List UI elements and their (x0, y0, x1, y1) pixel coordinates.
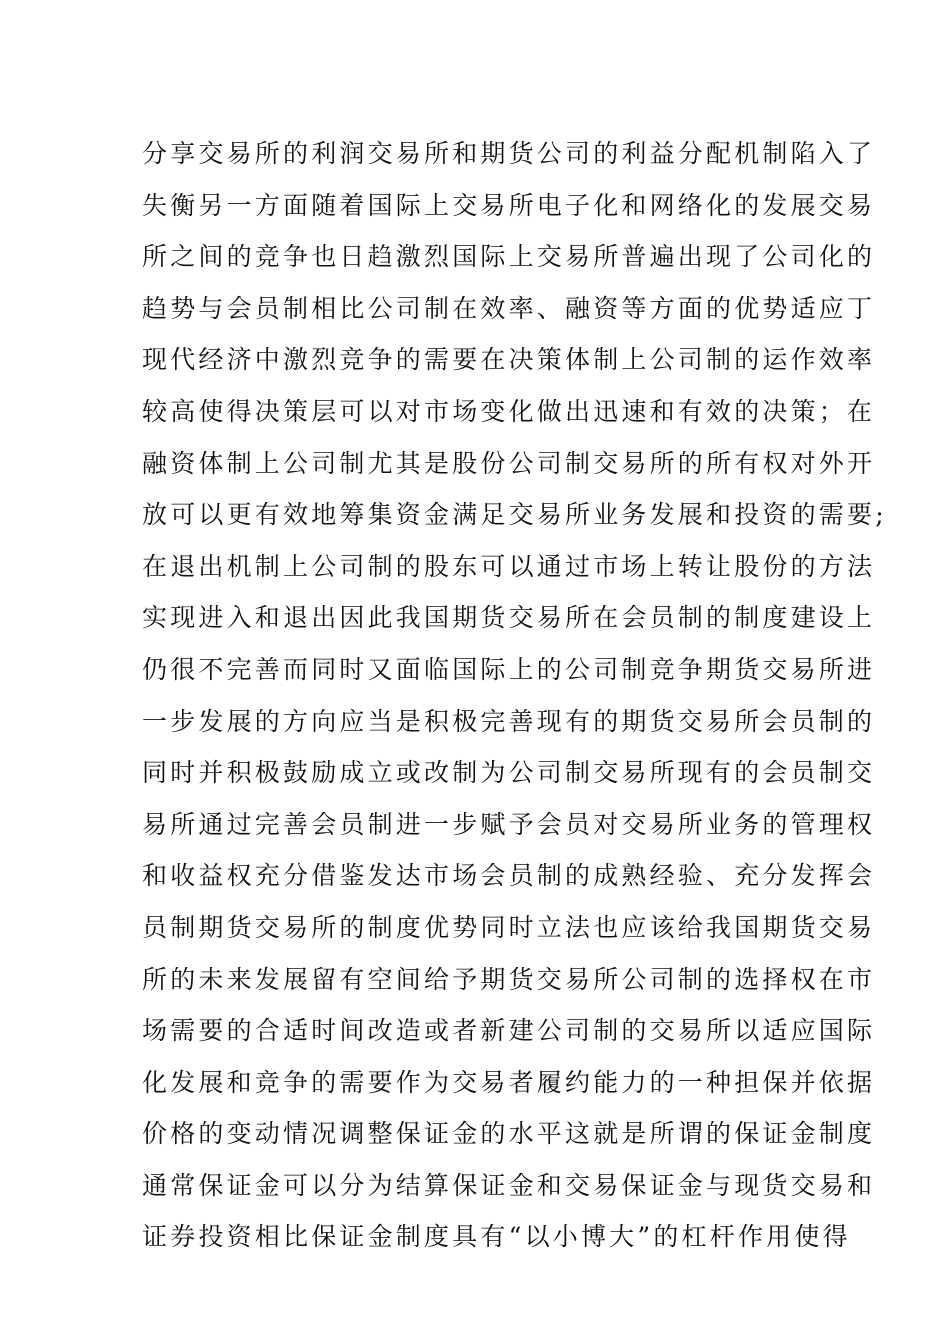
text-line: 趋势与会员制相比公司制在效率、融资等方面的优势适应丁 (142, 293, 876, 323)
text-line: 场需要的合适时间改造或者新建公司制的交易所以适应国际 (142, 1016, 876, 1046)
text-line: 融资体制上公司制尤其是股份公司制交易所的所有权对外开 (142, 448, 876, 478)
text-line: 分享交易所的利润交易所和期货公司的利益分配机制陷入了 (142, 139, 876, 168)
text-line: 易所通过完善会员制进一步赋予会员对交易所业务的管理权 (142, 809, 876, 839)
text-line: 较高使得决策层可以对市场变化做出迅速和有效的决策；在 (142, 396, 876, 426)
text-line: 化发展和竞争的需要作为交易者履约能力的一种担保并依据 (142, 1067, 876, 1097)
text-line: 同时并积极鼓励成立或改制为公司制交易所现有的会员制交 (142, 758, 876, 788)
body-text (142, 128, 887, 1263)
text-line: 失衡另一方面随着国际上交易所电子化和网络化的发展交易 (142, 190, 876, 220)
text-line: 价格的变动情况调整保证金的水平这就是所谓的保证金制度 (142, 1119, 876, 1149)
text-line: 现代经济中激烈竞争的需要在决策体制上公司制的运作效率 (142, 345, 876, 375)
text-line: 证券投资相比保证金制度具有“以小博大”的杠杆作用使得 (142, 1222, 851, 1252)
text-line: 所的未来发展留有空间给予期货交易所公司制的选择权在市 (142, 964, 876, 994)
text-line: 和收益权充分借鉴发达市场会员制的成熟经验、充分发挥会 (142, 861, 876, 891)
text-line: 通常保证金可以分为结算保证金和交易保证金与现货交易和 (142, 1170, 876, 1200)
text-line: 在退出机制上公司制的股东可以通过市场上转让股份的方法 (142, 551, 876, 581)
text-line: 所之间的竞争也日趋激烈国际上交易所普遍出现了公司化的 (142, 242, 876, 272)
text-line: 员制期货交易所的制度优势同时立法也应该给我国期货交易 (142, 912, 876, 942)
text-line: 放可以更有效地筹集资金满足交易所业务发展和投资的需要; (142, 500, 887, 530)
text-line: 实现进入和退出因此我国期货交易所在会员制的制度建设上 (142, 603, 876, 633)
text-line: 仍很不完善而同时又面临国际上的公司制竞争期货交易所进 (142, 654, 876, 684)
text-line: 一步发展的方向应当是积极完善现有的期货交易所会员制的 (142, 706, 876, 736)
